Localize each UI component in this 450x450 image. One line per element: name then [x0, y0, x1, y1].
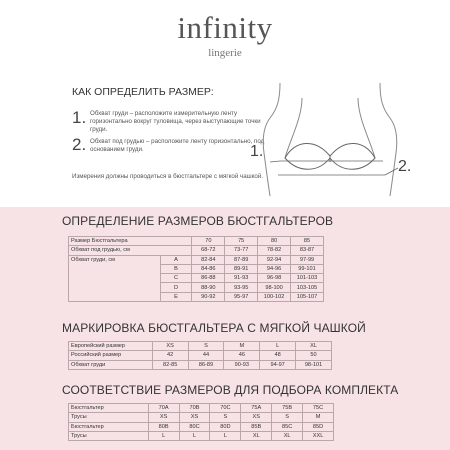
row-label: Трусы [69, 431, 149, 440]
table-cell: 84-86 [192, 264, 225, 273]
row-label: Европейский размер [69, 342, 153, 351]
table-cell: 96-98 [258, 274, 291, 283]
table-header-cell: 75 [225, 237, 258, 246]
cup-cell: B [160, 264, 192, 273]
soft-cup-marking-table [68, 341, 332, 370]
table-row [69, 255, 324, 264]
table-cell: XL [272, 431, 303, 440]
table-cell: XS [179, 413, 210, 422]
table-cell: 89-91 [225, 264, 258, 273]
table-cell: 95-97 [225, 292, 258, 301]
table-row [69, 413, 334, 422]
table-cell: 105-107 [291, 292, 324, 301]
table-cell: 85B [241, 422, 272, 431]
step-2-number: 2. [72, 135, 87, 154]
table-header-cell: 85 [291, 237, 324, 246]
table-cell: 46 [224, 351, 260, 360]
table-cell: 70B [179, 404, 210, 413]
measure-note: Измерения должны проводиться в бюстгальтере с мягкой чашкой. [72, 173, 264, 180]
table-cell: XXL [303, 431, 334, 440]
table-cell: 86-88 [192, 274, 225, 283]
table-cell: 103-105 [291, 283, 324, 292]
table-cell: 85C [272, 422, 303, 431]
step-1-number: 1. [72, 108, 87, 127]
table-cell: S [272, 413, 303, 422]
bra-size-table [68, 236, 324, 302]
row-label: Обхват груди [69, 360, 153, 369]
row-label: Российский размер [69, 351, 153, 360]
row-label: Бюстгальтер [69, 422, 149, 431]
row-label: Обхват под грудью, см [69, 246, 192, 255]
cup-cell: E [160, 292, 192, 301]
table-cell: 75A [241, 404, 272, 413]
table-cell: 78-82 [258, 246, 291, 255]
table-cell: XS [148, 413, 179, 422]
table-cell: 97-99 [291, 255, 324, 264]
table-cell: 99-101 [291, 264, 324, 273]
table-header-cell: 80 [258, 237, 291, 246]
figure-label-2: 2. [398, 158, 412, 175]
body-measurement-illustration [240, 78, 420, 198]
table-cell: 91-93 [225, 274, 258, 283]
table-cell: 93-95 [225, 283, 258, 292]
table-cell: 100-102 [258, 292, 291, 301]
cup-cell: A [160, 255, 192, 264]
brand-logo: infinity [177, 10, 273, 45]
row-label: Трусы [69, 413, 149, 422]
figure-label-1: 1. [250, 143, 264, 160]
table-cell: 68-72 [192, 246, 225, 255]
table-row [69, 431, 334, 440]
step-1-text: Обхват груди – расположите измерительную ленту горизонтально вокруг туловища, через выступающие точки груди. [90, 110, 261, 133]
table-cell: 73-77 [225, 246, 258, 255]
table-cell: 50 [296, 351, 332, 360]
soft-cup-marking-title: МАРКИРОВКА БЮСТГАЛЬТЕРА С МЯГКОЙ ЧАШКОЙ [62, 321, 366, 335]
set-matching-table [68, 403, 334, 441]
table-cell: XL [241, 431, 272, 440]
table-header-label: Размер Бюстгальтера [69, 237, 192, 246]
table-cell: 75B [272, 404, 303, 413]
brand-subtitle: lingerie [208, 47, 242, 59]
table-row [69, 342, 332, 351]
table-row [69, 404, 334, 413]
table-cell: 87-89 [225, 255, 258, 264]
table-cell: 85D [303, 422, 334, 431]
table-row [69, 351, 332, 360]
table-cell: 90-93 [224, 360, 260, 369]
table-cell: 42 [152, 351, 188, 360]
table-cell: XS [152, 342, 188, 351]
table-cell: 83-87 [291, 246, 324, 255]
table-row [69, 360, 332, 369]
cup-cell: C [160, 274, 192, 283]
table-cell: L [260, 342, 296, 351]
table-cell: 82-84 [192, 255, 225, 264]
table-cell: S [188, 342, 224, 351]
table-cell: 94-97 [260, 360, 296, 369]
table-cell: 44 [188, 351, 224, 360]
table-cell: 94-96 [258, 264, 291, 273]
table-cell: 80B [148, 422, 179, 431]
table-cell: L [179, 431, 210, 440]
table-cell: 98-100 [258, 283, 291, 292]
table-cell: M [303, 413, 334, 422]
step-2-text: Обхват под грудью – расположите ленту горизонтально, под основанием груди. [90, 138, 265, 153]
table-cell: 80C [179, 422, 210, 431]
set-matching-title: СООТВЕТСТВИЕ РАЗМЕРОВ ДЛЯ ПОДБОРА КОМПЛЕКТА [62, 383, 399, 397]
table-cell: M [224, 342, 260, 351]
table-row [69, 246, 324, 255]
table-cell: 70A [148, 404, 179, 413]
cup-cell: D [160, 283, 192, 292]
table-cell: 92-94 [258, 255, 291, 264]
table-cell: 80D [210, 422, 241, 431]
table-cell: 70C [210, 404, 241, 413]
table-cell: 101-103 [291, 274, 324, 283]
table-row [69, 422, 334, 431]
row-label: Обхват груди, см [69, 255, 161, 301]
row-label: Бюстгальтер [69, 404, 149, 413]
table-cell: 75C [303, 404, 334, 413]
table-row [69, 237, 324, 246]
table-cell: L [210, 431, 241, 440]
table-cell: S [210, 413, 241, 422]
bra-size-title: ОПРЕДЕЛЕНИЕ РАЗМЕРОВ БЮСТГАЛЬТЕРОВ [62, 214, 334, 228]
table-cell: 90-92 [192, 292, 225, 301]
table-cell: 98-101 [296, 360, 332, 369]
table-cell: 88-90 [192, 283, 225, 292]
table-cell: XS [241, 413, 272, 422]
how-to-measure-title: КАК ОПРЕДЕЛИТЬ РАЗМЕР: [72, 86, 214, 98]
table-cell: 86-89 [188, 360, 224, 369]
table-cell: L [148, 431, 179, 440]
table-cell: 82-85 [152, 360, 188, 369]
table-cell: 48 [260, 351, 296, 360]
table-cell: XL [296, 342, 332, 351]
table-header-cell: 70 [192, 237, 225, 246]
